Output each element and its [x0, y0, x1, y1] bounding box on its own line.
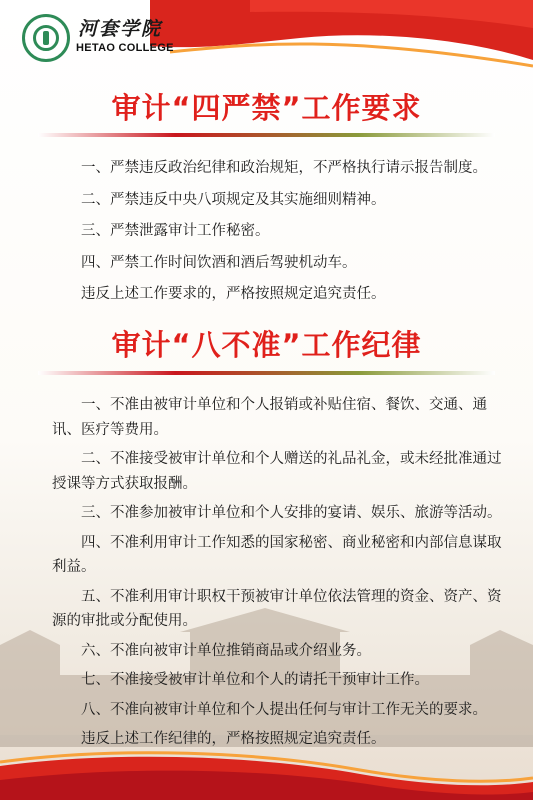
logo-english-name: HETAO COLLEGE [76, 42, 174, 54]
section1-item: 三、严禁泄露审计工作秘密。 [81, 223, 270, 239]
college-emblem-icon [22, 14, 70, 62]
section1-item: 二、严禁违反中央八项规定及其实施细则精神。 [81, 191, 386, 208]
section2-item: 八、不准向被审计单位和个人提出任何与审计工作无关的要求。 [81, 701, 487, 718]
section1-item: 违反上述工作要求的，严格按照规定追究责任。 [81, 286, 386, 302]
section2-item: 违反上述工作纪律的，严格按照规定追究责任。 [81, 731, 386, 747]
section1-item: 一、严禁违反政治纪律和政治规矩，不严格执行请示报告制度。 [81, 160, 487, 176]
section2-item: 五、不准利用审计职权干预被审计单位依法管理的资金、资产、资源的审批或分配使用。 [52, 588, 502, 629]
section2-body [52, 393, 502, 757]
bottom-red-wave-banner [0, 730, 533, 800]
section2-item: 四、不准利用审计工作知悉的国家秘密、商业秘密和内部信息谋取利益。 [52, 534, 502, 575]
section1-divider [38, 133, 495, 137]
section2-title: 审计“八不准”工作纪律 [111, 328, 422, 362]
section2-item: 七、不准接受被审计单位和个人的请托干预审计工作。 [81, 672, 429, 688]
college-logo [22, 14, 182, 64]
section2-divider [38, 371, 495, 375]
section2-item: 二、不准接受被审计单位和个人赠送的礼品礼金，或未经批准通过授课等方式获取报酬。 [52, 451, 502, 492]
section1-body [52, 156, 502, 314]
section2-item: 一、不准由被审计单位和个人报销或补贴住宿、餐饮、交通、通讯、医疗等费用。 [52, 397, 487, 438]
logo-chinese-name: 河套学院 [78, 18, 163, 40]
section2-item: 六、不准向被审计单位推销商品或介绍业务。 [81, 642, 371, 659]
section1-item: 四、严禁工作时间饮酒和酒后驾驶机动车。 [81, 254, 357, 271]
section2-item: 三、不准参加被审计单位和个人安排的宴请、娱乐、旅游等活动。 [81, 505, 502, 521]
section1-title: 审计“四严禁”工作要求 [111, 91, 422, 125]
